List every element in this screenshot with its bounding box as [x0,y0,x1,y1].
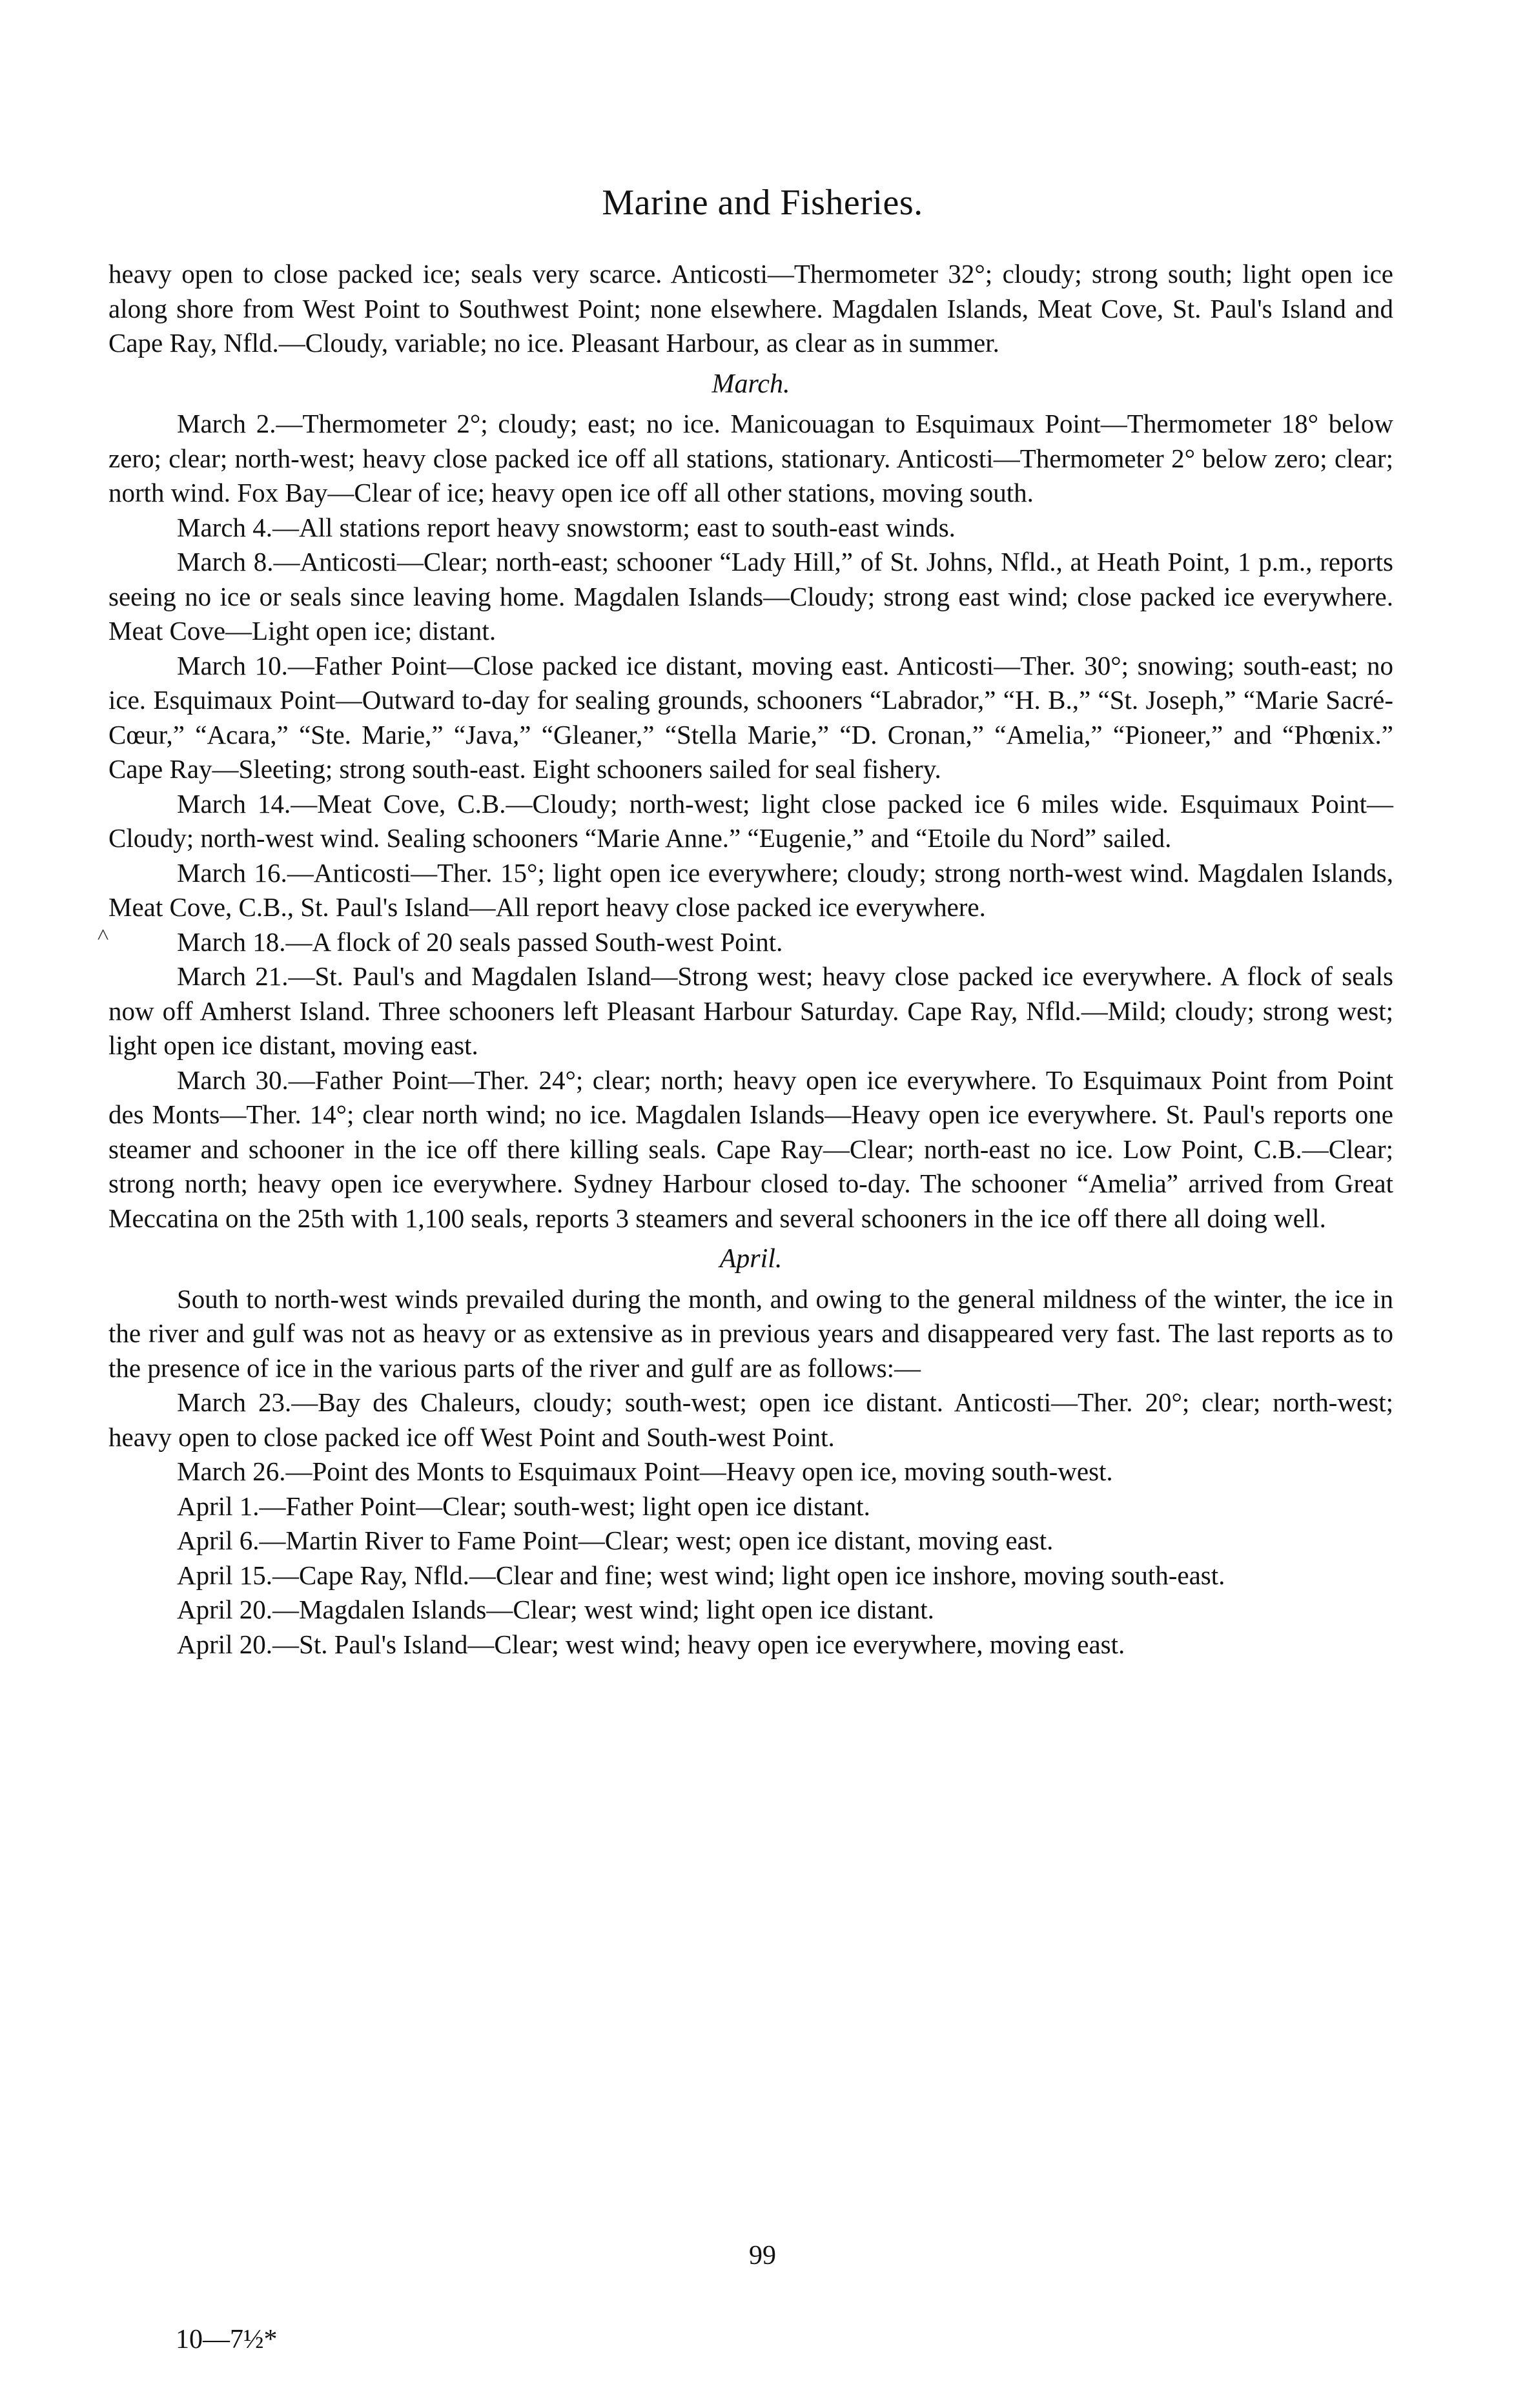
signature-mark: 10—7½* [176,2325,278,2354]
report-paragraph: March 26.—Point des Monts to Esquimaux Point—Heavy open ice, moving south-west. [177,1456,1113,1486]
report-paragraph: April 20.—St. Paul's Island—Clear; west wind; heavy open ice everywhere, moving east. [177,1629,1125,1659]
report-paragraph: March 14.—Meat Cove, C.B.—Cloudy; north-west; light close packed ice 6 miles wide. Esquimaux Point—Cloudy; north-west wind. Sealing schooners “Marie Anne.” “Eugenie,” and “Etoile du Nord” sailed. [108,788,1393,853]
report-paragraph: South to north-west winds prevailed during the month, and owing to the general mildness of the winter, the ice in the river and gulf was not as heavy or as extensive as in previous years and disappeared very fast. The last reports as to the presence of ice in the various parts of the river and gulf are as follows:— [108,1283,1393,1383]
report-text [108,257,1393,1662]
report-paragraph: March 23.—Bay des Chaleurs, cloudy; south-west; open ice distant. Anticosti—Ther. 20°; clear; north-west; heavy open to close packed ice off West Point and South-west Point. [108,1387,1393,1452]
report-paragraph: March 30.—Father Point—Ther. 24°; clear; north; heavy open ice everywhere. To Esquimaux Point from Point des Monts—Ther. 14°; clear north wind; no ice. Magdalen Islands—Heavy open ice everywhere. St. Paul's reports one steamer and schooner in the ice off there killing seals. Cape Ray—Clear; north-east no ice. Low Point, C.B.—Clear; strong north; heavy open ice everywhere. Sydney Harbour closed to-day. The schooner “Amelia” arrived from Great Meccatina on the 25th with 1,100 seals, reports 3 steamers and several schooners in the ice off there all doing well. [108,1065,1393,1233]
report-paragraph: April 1.—Father Point—Clear; south-west; light open ice distant. [177,1491,870,1521]
page-number: 99 [749,2241,776,2270]
report-paragraph: March 16.—Anticosti—Ther. 15°; light open ice everywhere; cloudy; strong north-west wind. Magdalen Islands, Meat Cove, C.B., St. Paul's Island—All report heavy close packed ice everywhere. [108,857,1393,922]
margin-mark: ˄ [97,923,110,947]
report-paragraph: April 15.—Cape Ray, Nfld.—Clear and fine; west wind; light open ice inshore, moving south-east. [177,1560,1225,1590]
report-paragraph: April 20.—Magdalen Islands—Clear; west wind; light open ice distant. [177,1595,934,1624]
section-heading: March. [711,369,790,399]
report-paragraph: heavy open to close packed ice; seals very scarce. Anticosti—Thermometer 32°; cloudy; strong south; light open ice along shore from West Point to Southwest Point; none elsewhere. Magdalen Islands, Meat Cove, St. Paul's Island and Cape Ray, Nfld.—Cloudy, variable; no ice. Pleasant Harbour, as clear as in summer. [108,259,1393,358]
running-title: Marine and Fisheries. [602,183,923,223]
report-paragraph: March 18.—A flock of 20 seals passed South-west Point. [177,926,783,957]
section-heading: April. [719,1244,783,1274]
report-paragraph: March 10.—Father Point—Close packed ice distant, moving east. Anticosti—Ther. 30°; snowing; south-east; no ice. Esquimaux Point—Outward to-day for sealing grounds, schooners “Labrador,” “H. B.,” “St. Joseph,” “Marie Sacré-Cœur,” “Acara,” “Ste. Marie,” “Java,” “Gleaner,” “Stella Marie,” “D. Cronan,” “Amelia,” “Pioneer,” and “Phœnix.” Cape Ray—Sleeting; strong south-east. Eight schooners sailed for seal fishery. [108,650,1393,784]
report-paragraph: March 4.—All stations report heavy snowstorm; east to south-east winds. [177,512,956,542]
report-paragraph: March 2.—Thermometer 2°; cloudy; east; no ice. Manicouagan to Esquimaux Point—Thermometer 18° below zero; clear; north-west; heavy close packed ice off all stations, stationary. Anticosti—Thermometer 2° below zero; clear; north wind. Fox Bay—Clear of ice; heavy open ice off all other stations, moving south. [108,409,1393,507]
report-paragraph: March 8.—Anticosti—Clear; north-east; schooner “Lady Hill,” of St. Johns, Nfld., at Heath Point, 1 p.m., reports seeing no ice or seals since leaving home. Magdalen Islands—Cloudy; strong east wind; close packed ice everywhere. Meat Cove—Light open ice; distant. [108,547,1393,646]
report-paragraph: April 6.—Martin River to Fame Point—Clear; west; open ice distant, moving east. [177,1525,1054,1555]
report-paragraph: March 21.—St. Paul's and Magdalen Island—Strong west; heavy close packed ice everywhere. A flock of seals now off Amherst Island. Three schooners left Pleasant Harbour Saturday. Cape Ray, Nfld.—Mild; cloudy; strong west; light open ice distant, moving east. [108,961,1393,1060]
